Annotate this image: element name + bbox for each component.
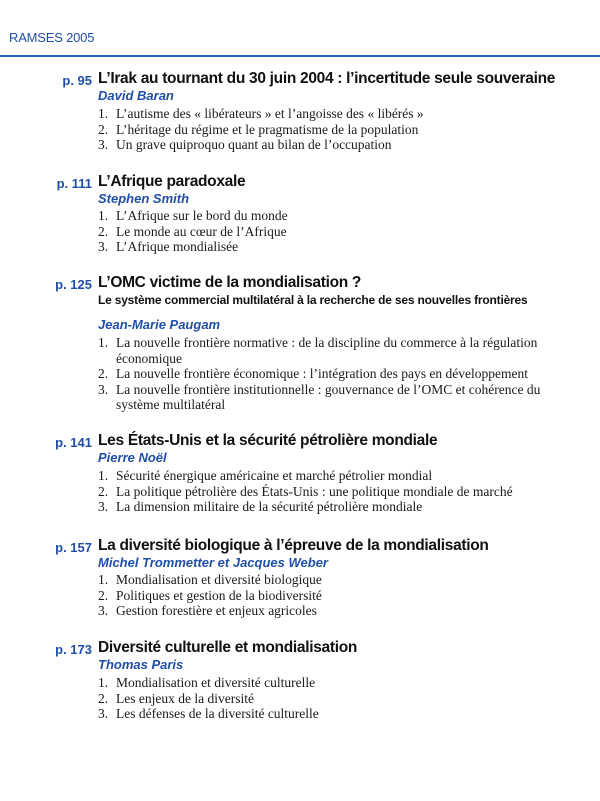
section-text: La nouvelle frontière économique : l’intégration des pays en développement: [116, 366, 528, 381]
section-item: [98, 468, 578, 484]
chapter-title[interactable]: L’Irak au tournant du 30 juin 2004 : l’incertitude seule souveraine: [98, 70, 556, 87]
section-number: 3.: [98, 706, 109, 721]
section-text: Le monde au cœur de l’Afrique: [116, 223, 287, 239]
section-number: 1.: [98, 106, 109, 121]
section-item: [98, 484, 578, 500]
section-item: [98, 706, 578, 722]
section-text: La nouvelle frontière institutionnelle : gouvernance de l’OMC et cohérence du système multilatéral: [116, 381, 541, 412]
section-number: 3.: [98, 239, 109, 254]
section-number: 2.: [98, 366, 109, 381]
section-list: [98, 675, 578, 722]
page-number[interactable]: p. 173: [55, 642, 92, 657]
section-text: L’Afrique sur le bord du monde: [116, 208, 288, 223]
section-list: [98, 335, 578, 413]
section-list: [98, 208, 578, 255]
section-number: 2.: [98, 690, 109, 706]
section-number: 1.: [98, 335, 109, 350]
section-text: L’autisme des « libérateurs » et l’angoisse des « libérés »: [116, 106, 424, 121]
section-text: Sécurité énergique américaine et marché pétrolier mondial: [116, 468, 433, 483]
section-item: [98, 499, 578, 515]
section-item: [98, 224, 578, 240]
section-number: 1.: [98, 572, 109, 587]
section-text: Les défenses de la diversité culturelle: [116, 706, 319, 721]
section-list: [98, 106, 578, 153]
section-item: [98, 106, 578, 122]
section-item: [98, 208, 578, 224]
section-text: Un grave quiproquo quant au bilan de l’occupation: [116, 137, 392, 152]
section-text: Gestion forestière et enjeux agricoles: [116, 603, 317, 618]
section-item: [98, 588, 578, 604]
section-number: 2.: [98, 483, 109, 499]
section-item: [98, 603, 578, 619]
chapter-author: Pierre Noël: [98, 450, 167, 465]
section-number: 2.: [98, 121, 109, 137]
section-item: [98, 137, 578, 153]
section-text: L’héritage du régime et le pragmatisme de la population: [116, 121, 419, 137]
section-item: [98, 572, 578, 588]
page-number[interactable]: p. 111: [56, 176, 92, 191]
section-text: Les enjeux de la diversité: [116, 690, 254, 706]
page-number[interactable]: p. 125: [55, 277, 92, 292]
section-text: Politiques et gestion de la biodiversité: [116, 587, 322, 603]
section-text: L’Afrique mondialisée: [116, 239, 239, 254]
chapter-author: Michel Trommetter et Jacques Weber: [98, 555, 328, 570]
section-text: La nouvelle frontière normative : de la discipline du commerce à la régulation économique: [116, 335, 538, 366]
section-item: [98, 239, 578, 255]
chapter-author: Jean-Marie Paugam: [98, 317, 221, 332]
section-number: 1.: [98, 208, 109, 223]
section-text: Mondialisation et diversité biologique: [116, 572, 322, 587]
section-item: [98, 122, 578, 138]
chapter-title[interactable]: Diversité culturelle et mondialisation: [98, 639, 358, 656]
section-item: [98, 675, 578, 691]
section-item: [98, 335, 578, 366]
section-number: 2.: [98, 587, 109, 603]
section-number: 3.: [98, 499, 109, 514]
section-number: 2.: [98, 223, 109, 239]
section-number: 3.: [98, 603, 109, 618]
section-text: Mondialisation et diversité culturelle: [116, 675, 316, 690]
section-text: La dimension militaire de la sécurité pétrolière mondiale: [116, 499, 423, 514]
section-item: [98, 382, 578, 413]
section-number: 3.: [98, 137, 109, 152]
chapter-title[interactable]: L’OMC victime de la mondialisation ?: [98, 274, 362, 291]
section-item: [98, 366, 578, 382]
running-header: RAMSES 2005: [9, 30, 95, 45]
chapter-title[interactable]: La diversité biologique à l’épreuve de la mondialisation: [98, 537, 489, 554]
chapter-author: David Baran: [98, 88, 174, 103]
chapter-author: Thomas Paris: [98, 657, 184, 672]
page-number[interactable]: p. 157: [55, 540, 92, 555]
section-list: [98, 572, 578, 619]
page-number[interactable]: p. 95: [62, 73, 92, 88]
section-number: 1.: [98, 675, 109, 690]
chapter-subtitle: Le système commercial multilatéral à la recherche de ses nouvelles frontières: [98, 293, 528, 307]
chapter-title[interactable]: L’Afrique paradoxale: [98, 173, 246, 190]
section-text: La politique pétrolière des États-Unis : une politique mondiale de marché: [116, 483, 513, 499]
section-number: 3.: [98, 381, 109, 397]
page-number[interactable]: p. 141: [55, 435, 92, 450]
section-number: 1.: [98, 468, 109, 483]
chapter-title[interactable]: Les États-Unis et la sécurité pétrolière mondiale: [98, 432, 438, 449]
header-rule: [0, 55, 600, 57]
chapter-author: Stephen Smith: [98, 191, 190, 206]
section-list: [98, 468, 578, 515]
section-item: [98, 691, 578, 707]
